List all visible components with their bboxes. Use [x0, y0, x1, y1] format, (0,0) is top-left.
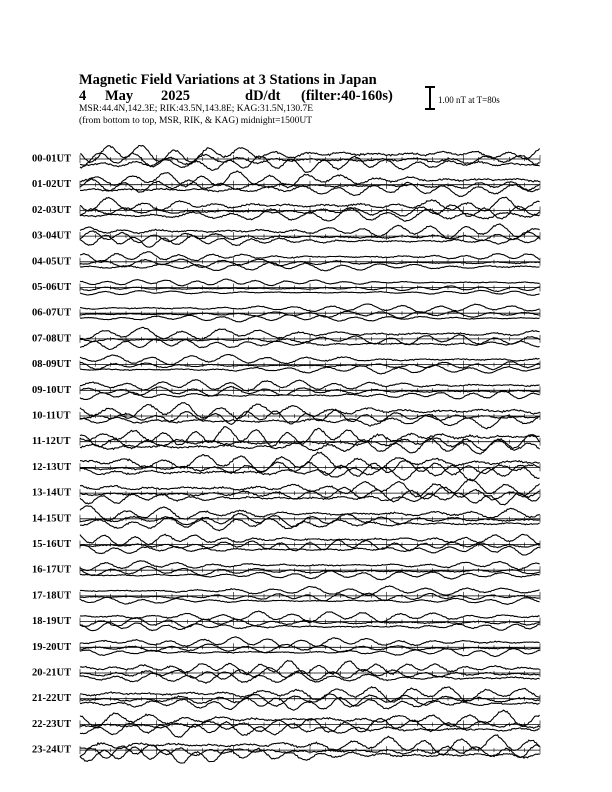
- hour-label: 23-24UT: [32, 744, 72, 756]
- hour-label: 01-02UT: [32, 179, 72, 191]
- hour-label: 11-12UT: [32, 436, 71, 448]
- date-month: May: [105, 88, 134, 104]
- hour-label: 18-19UT: [32, 616, 72, 628]
- chart-title: Magnetic Field Variations at 3 Stations in Japan: [79, 72, 377, 88]
- trace-order-note: (from bottom to top, MSR, RIK, & KAG) midnight=1500UT: [79, 116, 313, 126]
- component-label: dD/dt: [245, 88, 281, 104]
- hour-label: 09-10UT: [32, 384, 72, 396]
- hour-label: 10-11UT: [32, 410, 71, 422]
- hour-label: 04-05UT: [32, 256, 72, 268]
- station-coordinates: MSR:44.4N,142.3E; RIK:43.5N,143.8E; KAG:31.5N,130.7E: [79, 104, 314, 114]
- hour-label: 08-09UT: [32, 359, 72, 371]
- hour-label: 19-20UT: [32, 641, 72, 653]
- hour-label: 14-15UT: [32, 513, 72, 525]
- scale-label: 1.00 nT at T=80s: [438, 95, 500, 105]
- hour-label: 12-13UT: [32, 461, 72, 473]
- hour-label: 20-21UT: [32, 667, 72, 679]
- date-day: 4: [79, 88, 87, 104]
- hour-label: 13-14UT: [32, 487, 72, 499]
- hour-label: 15-16UT: [32, 539, 72, 550]
- hour-label: 02-03UT: [32, 204, 72, 216]
- hour-label: 21-22UT: [32, 693, 72, 705]
- hour-label: 03-04UT: [32, 230, 72, 242]
- hour-label: 22-23UT: [32, 718, 72, 730]
- filter-label: (filter:40-160s): [301, 88, 393, 104]
- hour-label: 00-01UT: [32, 153, 72, 165]
- date-year: 2025: [161, 88, 190, 104]
- trace-kag: [80, 304, 540, 313]
- hour-label: 06-07UT: [32, 307, 72, 319]
- hour-label: 05-06UT: [32, 282, 72, 293]
- hour-label: 07-08UT: [32, 333, 72, 345]
- hour-label: 17-18UT: [32, 590, 72, 602]
- hour-label: 16-17UT: [32, 564, 72, 576]
